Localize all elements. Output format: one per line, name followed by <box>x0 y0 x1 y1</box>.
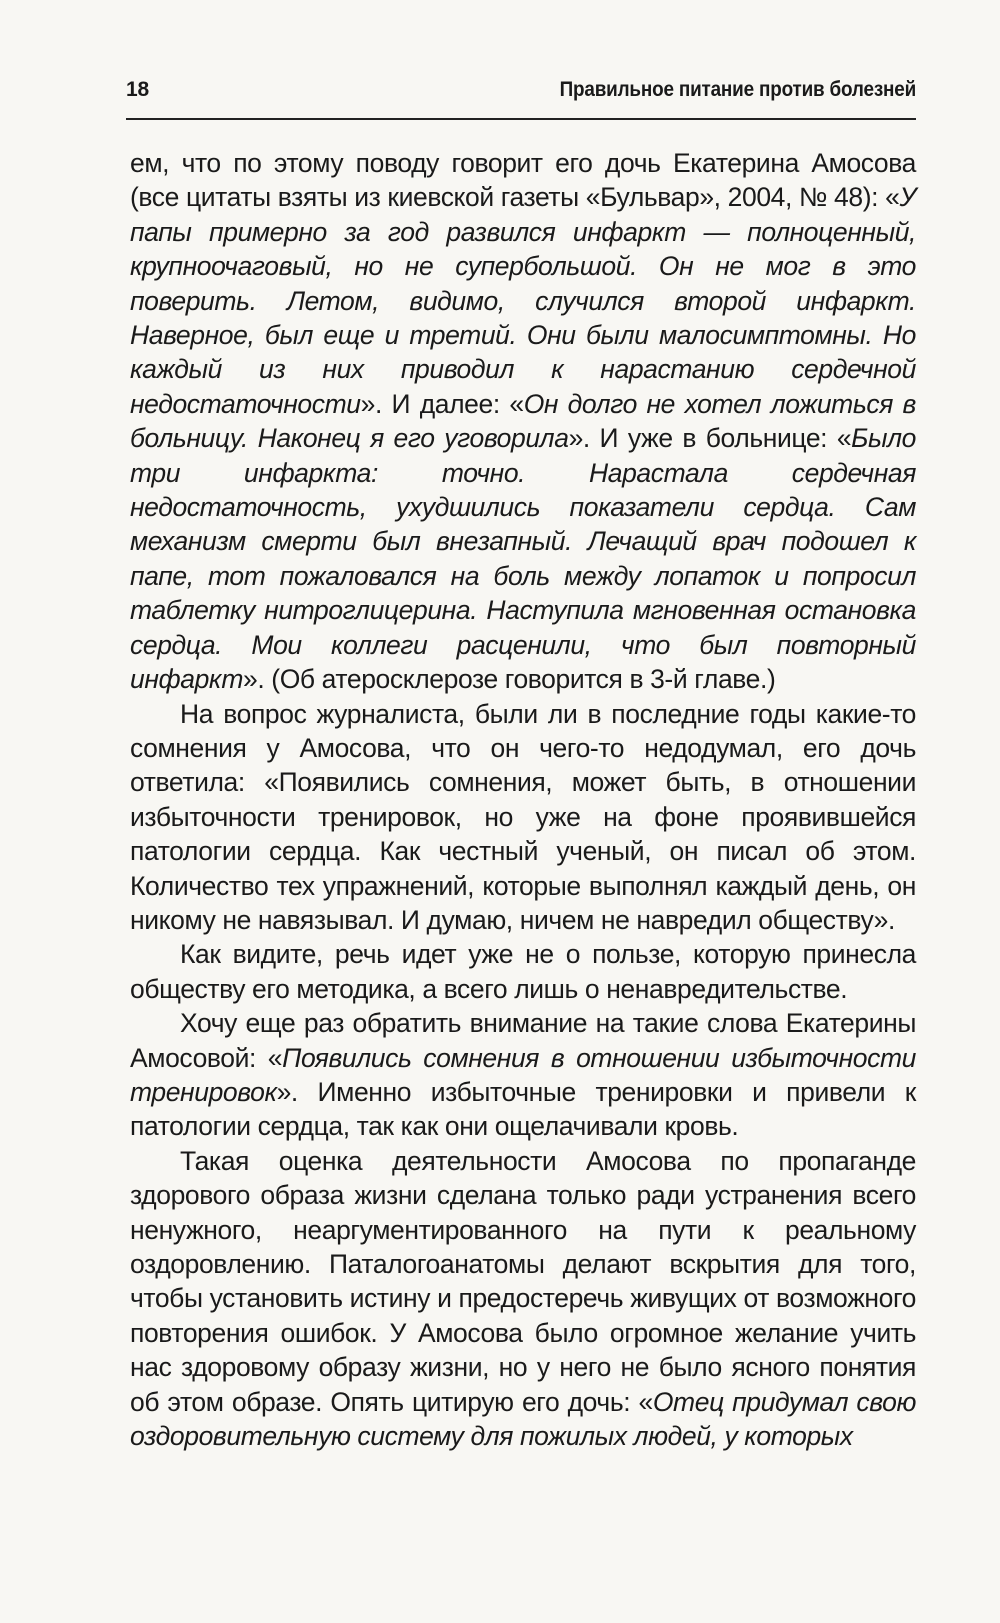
paragraph-4 <box>130 1006 916 1144</box>
text-run: Такая оценка деятельности Амосова по пропаганде здорового образа жизни сделана только ради устранения всего ненужного, неаргументированного на пути к реальному оздоровлению. Паталогоанатомы делают вскрытия для того, чтобы установить истину и предостеречь живущих от возможного повторения ошибок. У Амосова было огромное желание учить нас здоровому образу жизни, но у него не было ясного понятия об этом образе. Опять цитирую его дочь: « <box>130 1145 916 1417</box>
italic-quote: У папы примерно за год развился инфаркт — полноценный, крупноочаговый, но не супербольшой. Он не мог в это поверить. Летом, видимо, случился второй инфаркт. Наверное, был еще и третий. Они были малосимптомны. Но каждый из них приводил к нарастанию сердечной недостаточности <box>130 182 916 419</box>
page-number: 18 <box>126 78 149 101</box>
text-run: ем, что по этому поводу говорит его дочь Екатерина Амосова (все цитаты взяты из киевской газеты «Бульвар», 2004, № 48): « <box>130 148 916 213</box>
text-run: ». И уже в больнице: « <box>568 423 852 454</box>
body-text <box>130 146 916 1453</box>
running-head <box>126 78 916 114</box>
text-run: ». (Об атеросклерозе говорится в 3-й главе.) <box>243 664 776 695</box>
header-rule <box>126 118 916 120</box>
italic-quote: Он долго не хотел ложиться в больницу. Наконец я его уговорила <box>130 388 916 454</box>
paragraph-2: На вопрос журналиста, были ли в последние годы какие-то сомнения у Амосова, что он чего-то недодумал, его дочь ответила: «Появились сомнения, может быть, в отношении избыточности тренировок, но уже на фоне проявившейся патологии сердца. Как честный ученый, он писал об этом. Количество тех упражнений, которые выполнял каждый день, он никому не навязывал. И думаю, ничем не навредил обществу». <box>130 698 916 935</box>
italic-quote: Появились сомнения в отношении избыточности тренировок <box>130 1042 916 1107</box>
paragraph-1 <box>130 146 916 697</box>
paragraph-5 <box>130 1144 916 1454</box>
paragraph-3: Как видите, речь идет уже не о пользе, которую принесла обществу его методика, а всего лишь о ненавредительстве. <box>130 939 916 1004</box>
text-run: ». Именно избыточные тренировки и привели к патологии сердца, так как они ощелачивали кровь. <box>130 1076 916 1142</box>
text-run: ». И далее: « <box>360 388 524 419</box>
running-title: Правильное питание против болезней <box>559 78 916 101</box>
text-run: Хочу еще раз обратить внимание на такие слова Екатерины Амосовой: « <box>130 1008 916 1073</box>
italic-quote: Отец придумал свою оздоровительную систему для пожилых людей, у которых <box>130 1386 916 1452</box>
italic-quote: Было три инфаркта: точно. Нарастала сердечная недостаточность, ухудшились показатели сердца. Сам механизм смерти был внезапный. Лечащий врач подошел к папе, тот пожаловался на боль между лопаток и попросил таблетку нитроглицерина. Наступила мгновенная остановка сердца. Мои коллеги расценили, что был повторный инфаркт <box>130 423 916 695</box>
